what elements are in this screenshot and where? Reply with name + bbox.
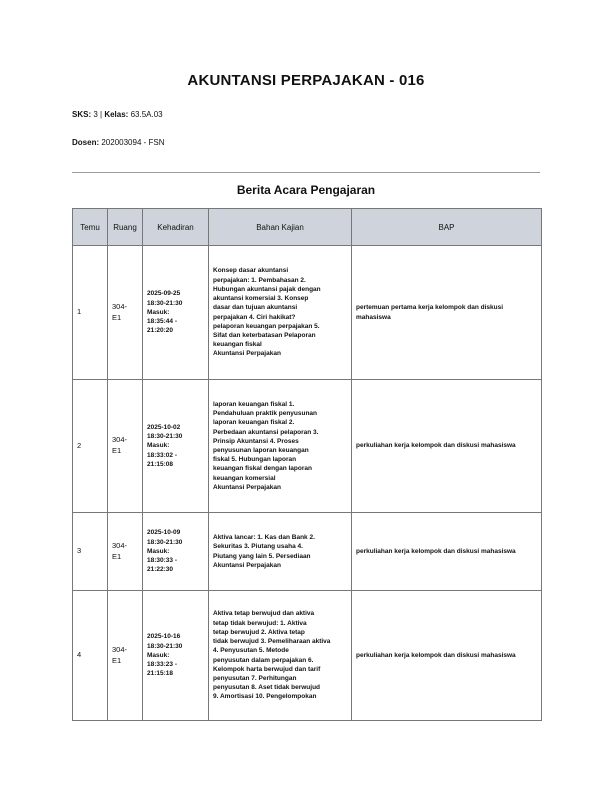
table-header-row	[73, 209, 542, 246]
cell-kehadiran-line: 18:30:33 -	[147, 557, 177, 565]
cell-ruang-line: 304-	[112, 301, 128, 311]
cell-temu: 3	[73, 513, 108, 591]
cell-bahan-kajian-line: Pendahuluan praktik penyusunan	[213, 410, 318, 418]
cell-ruang-line: 304-	[112, 644, 128, 654]
cell-kehadiran-line: 18:33:02 -	[147, 451, 177, 459]
cell-kehadiran-line: 18:30-21:30	[147, 538, 183, 546]
cell-bap-line: perkuliahan kerja kelompok dan diskusi mahasiswa	[356, 651, 516, 659]
kelas-value: 63.5A.03	[128, 110, 163, 119]
table-row	[73, 380, 542, 513]
cell-bap-line: mahasiswa	[356, 313, 391, 321]
cell-kehadiran-line: 21:15:18	[147, 670, 174, 678]
sks-value: 3 |	[91, 110, 105, 119]
cell-bahan-kajian-line: Hubungan akuntansi pajak dengan	[213, 285, 321, 293]
cell-kehadiran	[143, 591, 209, 721]
cell-bahan-kajian-line: Aktiva lancar: 1. Kas dan Bank 2.	[213, 534, 315, 542]
cell-bahan-kajian-line: penyusunan laporan keuangan	[213, 447, 309, 454]
section-title: Berita Acara Pengajaran	[236, 183, 376, 197]
cell-bahan-kajian-line: dasar dan tujuan akuntansi	[213, 304, 298, 312]
cell-kehadiran-line: 18:30-21:30	[147, 642, 183, 650]
bap-table	[72, 208, 542, 721]
class-info	[72, 110, 163, 119]
cell-kehadiran-line: 21:20:20	[147, 327, 174, 335]
cell-kehadiran-line: 21:15:08	[147, 460, 174, 468]
cell-kehadiran-line: Masuk:	[147, 651, 170, 659]
cell-bahan-kajian-line: Piutang yang lain 5. Persediaan	[213, 552, 311, 560]
kelas-label: Kelas:	[104, 110, 129, 119]
cell-bahan-kajian	[209, 246, 352, 380]
cell-kehadiran	[143, 380, 209, 513]
header-bahan-kajian: Bahan Kajian	[209, 209, 352, 246]
header-temu: Temu	[73, 209, 108, 246]
cell-bahan-kajian-line: Prinsip Akuntansi 4. Proses	[213, 437, 299, 445]
cell-bahan-kajian-line: 4. Penyusutan 5. Metode	[213, 647, 289, 655]
cell-kehadiran-line: Masuk:	[147, 547, 170, 555]
cell-bahan-kajian-line: fiskal 5. Hubungan laporan	[213, 456, 297, 464]
cell-kehadiran-line: Masuk:	[147, 308, 170, 316]
dosen-label: Dosen:	[72, 138, 100, 147]
divider	[72, 172, 540, 173]
cell-ruang	[108, 246, 143, 380]
cell-bahan-kajian-line: keuangan fiskal dengan laporan	[213, 465, 312, 473]
cell-ruang	[108, 513, 143, 591]
cell-bahan-kajian-line: Perbedaan akuntansi pelaporan 3.	[213, 428, 319, 436]
cell-bahan-kajian-line: Akuntansi Perpajakan	[213, 483, 281, 491]
cell-kehadiran-line: 18:33:23 -	[147, 661, 177, 669]
cell-kehadiran-line: 2025-09-25	[147, 290, 181, 298]
cell-bahan-kajian-line: Aktiva tetap berwujud dan aktiva	[213, 610, 315, 618]
cell-ruang-line: 304-	[112, 435, 128, 445]
cell-bap-line: pertemuan pertama kerja kelompok dan diskusi	[356, 304, 504, 312]
cell-bahan-kajian-line: Kelompok harta berwujud dan tarif	[213, 665, 321, 673]
cell-kehadiran	[143, 513, 209, 591]
cell-kehadiran-line: 21:22:30	[147, 566, 174, 574]
cell-bahan-kajian-line: laporan keuangan fiskal 2.	[213, 419, 295, 427]
lecturer-info	[72, 138, 165, 147]
cell-kehadiran-line: 18:30-21:30	[147, 299, 183, 307]
sks-label: SKS:	[72, 110, 92, 119]
cell-bahan-kajian-line: laporan keuangan fiskal 1.	[213, 400, 295, 408]
cell-kehadiran-line: 18:35:44 -	[147, 318, 177, 326]
cell-bahan-kajian-line: akuntansi komersial 3. Konsep	[213, 295, 309, 303]
cell-kehadiran-line: 18:30-21:30	[147, 433, 183, 441]
cell-ruang-line: 304-	[112, 540, 128, 550]
cell-kehadiran-line: 2025-10-02	[147, 423, 181, 431]
cell-bahan-kajian	[209, 513, 352, 591]
cell-bahan-kajian-line: penyusutan 8. Aset tidak berwujud	[213, 684, 321, 692]
cell-ruang-line: E1	[112, 655, 122, 665]
cell-ruang-line: E1	[112, 312, 122, 322]
cell-bahan-kajian-line: pelaporan keuangan perpajakan 5.	[213, 322, 320, 330]
table-row	[73, 246, 542, 380]
cell-bahan-kajian-line: Sekuritas 3. Piutang usaha 4.	[213, 543, 303, 551]
page-title: AKUNTANSI PERPAJAKAN - 016	[187, 72, 425, 89]
cell-bap	[352, 380, 542, 513]
cell-ruang-line: E1	[112, 446, 122, 455]
cell-ruang	[108, 380, 143, 513]
header-bap: BAP	[352, 209, 542, 246]
cell-bahan-kajian-line: penyusutan dalam perpajakan 6.	[213, 656, 314, 664]
cell-bap	[352, 246, 542, 380]
cell-bahan-kajian-line: Konsep dasar akuntansi	[213, 267, 289, 275]
cell-bahan-kajian-line: 9. Amortisasi 10. Pengelompokan	[213, 693, 317, 701]
cell-ruang	[108, 591, 143, 721]
cell-kehadiran-line: Masuk:	[147, 442, 170, 450]
cell-bahan-kajian-line: Sifat dan keterbatasan Pelaporan	[213, 331, 316, 339]
cell-bahan-kajian-line: penyusutan 7. Perhitungan	[213, 674, 297, 682]
header-kehadiran: Kehadiran	[143, 209, 209, 246]
cell-bap-line: perkuliahan kerja kelompok dan diskusi mahasiswa	[356, 547, 516, 555]
cell-bap-line: perkuliahan kerja kelompok dan diskusi mahasiswa	[356, 442, 516, 450]
cell-bahan-kajian-line: keuangan komersial	[213, 474, 276, 482]
cell-bahan-kajian-line: Akuntansi Perpajakan	[213, 350, 281, 358]
cell-bahan-kajian	[209, 380, 352, 513]
table-row	[73, 513, 542, 591]
cell-temu: 4	[73, 591, 108, 721]
cell-temu: 1	[73, 246, 108, 380]
cell-bahan-kajian-line: keuangan fiskal	[213, 341, 262, 349]
cell-bahan-kajian-line: perpajakan 4. Ciri hakikat?	[213, 313, 296, 321]
header-ruang: Ruang	[108, 209, 143, 246]
cell-bahan-kajian	[209, 591, 352, 721]
cell-bap	[352, 591, 542, 721]
cell-kehadiran-line: 2025-10-09	[147, 529, 181, 537]
cell-kehadiran	[143, 246, 209, 380]
cell-bahan-kajian-line: perpajakan: 1. Pembahasan 2.	[213, 276, 306, 284]
cell-temu: 2	[73, 380, 108, 513]
cell-bahan-kajian-line: Akuntansi Perpajakan	[213, 561, 281, 569]
cell-bahan-kajian-line: tidak berwujud 3. Pemeliharaan aktiva	[213, 638, 331, 646]
cell-ruang-line: E1	[112, 551, 122, 561]
cell-bahan-kajian-line: tetap tidak berwujud: 1. Aktiva	[213, 619, 307, 627]
table-row	[73, 591, 542, 721]
cell-kehadiran-line: 2025-10-16	[147, 633, 181, 641]
cell-bahan-kajian-line: tetap berwujud 2. Aktiva tetap	[213, 628, 305, 636]
cell-bap	[352, 513, 542, 591]
dosen-value: 202003094 - FSN	[99, 138, 165, 147]
